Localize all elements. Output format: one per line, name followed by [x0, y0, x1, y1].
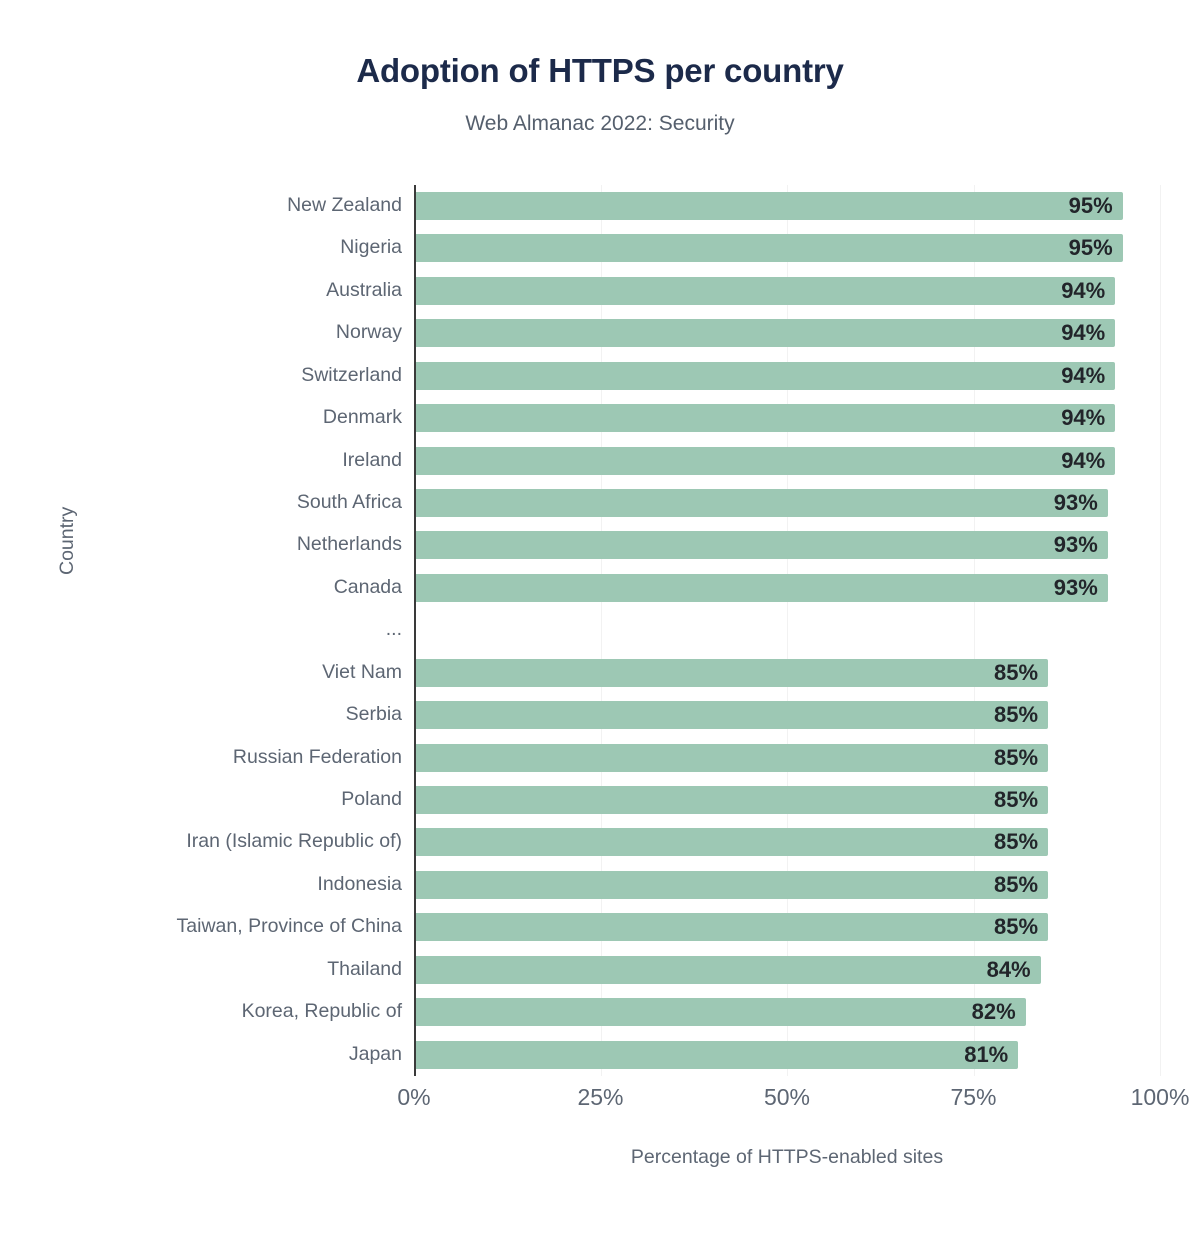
bar-value-label: 95% — [1068, 193, 1113, 218]
bar-row — [241, 991, 1160, 1033]
x-axis-label: Percentage of HTTPS-enabled sites — [630, 1146, 944, 1168]
category-label: Ireland — [342, 448, 402, 471]
bar-value-label: 94% — [1061, 447, 1106, 473]
category-label: Australia — [326, 278, 402, 301]
bar-row — [296, 524, 1160, 566]
bar-row — [317, 864, 1160, 906]
bar-value-label: 84% — [986, 956, 1031, 982]
category-label: Russian Federation — [232, 745, 402, 768]
bar-value-label: 85% — [994, 659, 1039, 685]
bar — [414, 913, 1048, 941]
bar-value-label: 85% — [994, 829, 1039, 855]
category-label: ... — [385, 618, 402, 641]
bar — [414, 574, 1108, 602]
category-label: Korea, Republic of — [241, 1000, 402, 1023]
y-axis-label: Country — [56, 506, 78, 575]
category-label: South Africa — [296, 491, 402, 513]
bar-value-label: 93% — [1053, 574, 1098, 600]
bar-row — [287, 185, 1160, 227]
bar-value-label: 93% — [1053, 532, 1098, 558]
bar-row — [326, 270, 1160, 312]
category-label: Netherlands — [296, 533, 402, 556]
bar-row — [322, 652, 1160, 694]
bar — [414, 447, 1115, 475]
bar-row — [385, 609, 1160, 651]
bar — [414, 956, 1041, 984]
bar-row — [176, 906, 1160, 948]
bar — [414, 871, 1048, 899]
bar — [414, 744, 1048, 772]
bar-row — [341, 779, 1160, 821]
bar-row — [335, 312, 1160, 354]
bar — [414, 998, 1026, 1026]
bar-value-label: 85% — [994, 744, 1039, 770]
x-tick-label: 0% — [397, 1084, 431, 1110]
bar-value-label: 94% — [1061, 320, 1106, 346]
category-label: Taiwan, Province of China — [176, 915, 402, 938]
bar-row — [186, 821, 1160, 863]
category-label: Indonesia — [317, 872, 402, 895]
bar — [414, 234, 1123, 262]
bar-row — [327, 949, 1160, 991]
bar-value-label: 94% — [1061, 362, 1106, 388]
bar — [414, 659, 1048, 687]
category-label: Viet Nam — [322, 660, 402, 683]
category-label: Canada — [333, 575, 402, 598]
bar-row — [322, 397, 1160, 439]
bar-row — [301, 355, 1160, 397]
bar — [414, 701, 1048, 729]
y-axis-line — [414, 185, 416, 1076]
bar-value-label: 85% — [994, 914, 1039, 940]
bar — [414, 404, 1115, 432]
gridline-4 — [1160, 185, 1161, 1076]
bar — [414, 277, 1115, 305]
category-label: Japan — [348, 1042, 402, 1065]
bar — [414, 319, 1115, 347]
chart-title: Adoption of HTTPS per country — [356, 52, 844, 89]
bar-value-label: 82% — [971, 999, 1016, 1025]
bar-value-label: 95% — [1068, 235, 1113, 261]
category-label: Nigeria — [340, 236, 402, 259]
x-tick-label: 50% — [763, 1084, 811, 1110]
plot-area — [176, 185, 1160, 1076]
category-label: Iran (Islamic Republic of) — [186, 830, 402, 853]
bar — [414, 192, 1123, 220]
category-label: Norway — [335, 321, 402, 344]
x-tick-label: 25% — [577, 1084, 624, 1110]
bar — [414, 362, 1115, 390]
x-axis-ticks — [397, 1076, 1190, 1116]
category-label: Poland — [341, 788, 402, 810]
x-tick-label: 75% — [950, 1084, 997, 1110]
bar-row — [333, 567, 1160, 609]
bar-value-label: 85% — [994, 702, 1039, 728]
bar-value-label: 85% — [994, 787, 1039, 812]
bar-rows — [176, 185, 1160, 1076]
bar — [414, 531, 1108, 559]
bar — [414, 1041, 1018, 1069]
bar-value-label: 94% — [1061, 277, 1106, 303]
category-label: Denmark — [322, 406, 402, 429]
chart-subtitle: Web Almanac 2022: Security — [465, 112, 735, 135]
bar-row — [345, 694, 1160, 736]
bar-row — [348, 1034, 1160, 1076]
category-label: Switzerland — [301, 363, 402, 386]
bar-row — [340, 227, 1160, 269]
x-tick-label: 100% — [1130, 1084, 1190, 1110]
bar-value-label: 93% — [1053, 490, 1098, 515]
bar — [414, 828, 1048, 856]
category-label: Serbia — [345, 703, 402, 726]
bar-row — [232, 737, 1160, 779]
bar-value-label: 94% — [1061, 405, 1106, 431]
bar — [414, 489, 1108, 517]
bar-row — [296, 482, 1160, 524]
bar-row — [342, 440, 1160, 482]
bar — [414, 786, 1048, 814]
bar-value-label: 81% — [964, 1041, 1009, 1067]
bar-value-label: 85% — [994, 871, 1039, 897]
category-label: Thailand — [327, 957, 402, 980]
category-label: New Zealand — [287, 194, 402, 216]
